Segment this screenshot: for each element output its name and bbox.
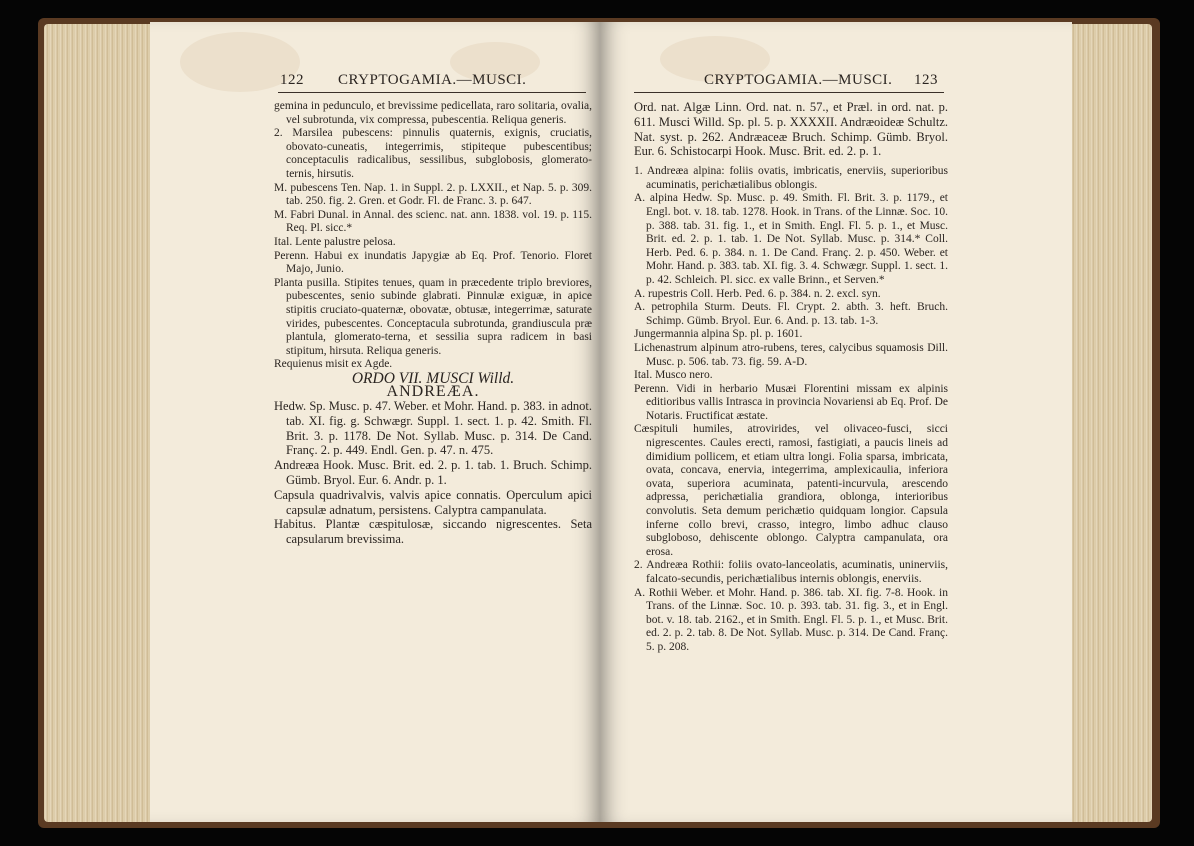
page-edges-right — [1070, 24, 1152, 822]
paragraph: 2. Marsilea pubescens: pinnulis quaternis, exignis, cruciatis, obovato-cuneatis, integerrimis, stipiteque pubescentibus; conceptaculis radicalibus, sessilibus, subglobosis, glomerato-ternis, hirsutis. — [274, 127, 592, 180]
paragraph: Hedw. Sp. Musc. p. 47. Weber. et Mohr. Hand. p. 383. in adnot. tab. XI. fig. g. Schwægr. Suppl. 1. sect. 1. p. 42. Smith. Fl. Brit. 3. p. 1178. De Not. Syllab. Musc. p. 314. De Cand. Franç. 2. p. 449. Endl. Gen. p. 47. n. 475. — [274, 399, 592, 458]
paragraph: A. alpina Hedw. Sp. Musc. p. 49. Smith. Fl. Brit. 3. p. 1179., et Engl. bot. v. 18. tab. 1278. Hook. in Trans. of the Linnæ. Soc. 10. p. 388. tab. 31. fig. 1., et in Smith. Engl. Fl. 5. p. 1., et Musc. Brit. ed. 2. p. 1. tab. 1. De Not. Syllab. Musc. p. 314.* Coll. Herb. Ped. 6. p. 384. n. 1. De Cand. Franç. 2. p. 450. Weber. et Mohr. Hand. p. 383. tab. XI. fig. 3. 4. Schwægr. Suppl. 1. sect. 1. p. 42. Schleich. Pl. sicc. ex valle Brinn., et Serven.* — [634, 192, 948, 286]
page-number-right: 123 — [914, 72, 938, 88]
paragraph: Ord. nat. Algæ Linn. Ord. nat. n. 57., et Præl. in ord. nat. p. 611. Musci Willd. Sp. pl. 5. p. XXXXII. Andræoideæ Schultz. Nat. syst. p. 262. Andræaceæ Bruch. Schimp. Gümb. Bryol. Eur. 6. Schistocarpi Hook. Musc. Brit. ed. 2. p. 1. — [634, 100, 948, 159]
paragraph: Habitus. Plantæ cæspitulosæ, siccando nigrescentes. Seta capsularum brevissima. — [274, 517, 592, 547]
paragraph: Requienus misit ex Agde. — [274, 358, 393, 371]
paragraph: Ital. Musco nero. — [634, 369, 713, 382]
paragraph: gemina in pedunculo, et brevissime pedicellata, raro solitaria, ovalia, vel subrotunda, vix compressa, pubescentia. Reliqua generis. — [274, 100, 592, 126]
left-page — [150, 22, 600, 822]
paragraph: Planta pusilla. Stipites tenues, quam in præcedente triplo breviores, pubescentes, senio subinde glabrati. Pinnulæ exiguæ, in apice stipitis cruciato-quaternæ, obovatæ, obtusæ, integerrimæ, saturate virides, pubescentes. Conceptacula subrotunda, grandiuscula præ plantula, glomerato-terna, et sessilia supra radicem in basi stipitum, hirsuta. Reliqua generis. — [274, 276, 592, 357]
right-text-block — [634, 100, 948, 655]
paragraph: M. pubescens Ten. Nap. 1. in Suppl. 2. p. LXXII., et Nap. 5. p. 309. tab. 250. fig. 2. Gren. et Godr. Fl. de Franc. 3. p. 647. — [274, 181, 592, 208]
header-rule — [634, 92, 944, 93]
paragraph: Jungermannia alpina Sp. pl. p. 1601. — [634, 328, 803, 341]
paragraph: Perenn. Vidi in herbario Musæi Florentini missam ex alpinis editioribus vallis Intrasca in provincia Novariensi ab Eq. Prof. De Notaris. Fructificat æstate. — [634, 382, 948, 422]
ordo-heading: ORDO VII. MUSCI Willd. — [351, 369, 515, 387]
paragraph: Cæspituli humiles, atrovirides, vel olivaceo-fusci, sicci nigrescentes. Caules erecti, ramosi, fastigiati, a paucis lineis ad dimidium pollicem, et etiam ultra longi. Folia sparsa, imbricata, ovata, concava, enervia, integerrima, amplexicaulia, inferiora ovata, superiora acuminata, patenti-incurvula, arescendo adpressa, perichætialia grandiora, oblonga, interioribus convolutis. Seta demum perichætio quidquam longior. Capsula inferne collo brevi, crasso, integro, limbo adhuc clauso subgloboso, dehiscente oblongo. Calyptra campanulata, ora erosa. — [634, 423, 948, 558]
left-text-block — [274, 100, 592, 547]
right-page — [600, 22, 1072, 822]
paragraph: Andreæa Hook. Musc. Brit. ed. 2. p. 1. tab. 1. Bruch. Schimp. Gümb. Bryol. Eur. 6. Andr. p. 1. — [274, 458, 592, 488]
running-head-left: CRYPTOGAMIA.—MUSCI. — [338, 72, 527, 88]
paragraph: Lichenastrum alpinum atro-rubens, teres, calycibus squamosis Dill. Musc. p. 506. tab. 73. fig. 59. A-D. — [634, 341, 948, 368]
paragraph: A. rupestris Coll. Herb. Ped. 6. p. 384. n. 2. excl. syn. — [634, 287, 881, 300]
running-head-right: CRYPTOGAMIA.—MUSCI. — [704, 72, 893, 88]
paragraph: Capsula quadrivalvis, valvis apice connatis. Operculum apici capsulæ adnatum, persistens. Calyptra campanulata. — [274, 487, 592, 517]
page-edges-left — [44, 24, 152, 822]
paragraph: Perenn. Habui ex inundatis Japygiæ ab Eq. Prof. Tenorio. Floret Majo, Junio. — [274, 249, 592, 276]
paragraph: A. petrophila Sturm. Deuts. Fl. Crypt. 2. abth. 3. heft. Bruch. Schimp. Gümb. Bryol. Eur. 6. And. p. 13. tab. 1-3. — [634, 301, 948, 327]
header-rule — [278, 92, 586, 93]
page-number-left: 122 — [280, 72, 304, 88]
paragraph: 1. Andreæa alpina: foliis ovatis, imbricatis, enerviis, superioribus acuminatis, perichætialibus oblongis. — [634, 165, 948, 191]
paragraph: A. Rothii Weber. et Mohr. Hand. p. 386. tab. XI. fig. 7-8. Hook. in Trans. of the Linnæ. Soc. 10. p. 393. tab. 31. fig. 3., et in Engl. bot. v. 18. tab. 2162., et in Smith. Engl. Fl. 5. p. 1., et Musc. Brit. ed. 2. p. 2. tab. 8. De Not. Syllab. Musc. p. 314. De Cand. Franç. 5. p. 208. — [634, 586, 948, 653]
paragraph: 2. Andreæa Rothii: foliis ovato-lanceolatis, acuminatis, uninerviis, falcato-secundis, perichætialibus internis oblongis, enerviis. — [634, 559, 948, 585]
genus-heading: ANDREÆA. — [386, 383, 480, 401]
paragraph: M. Fabri Dunal. in Annal. des scienc. nat. ann. 1838. vol. 19. p. 115. Req. Pl. sicc.* — [274, 208, 592, 235]
paragraph: Ital. Lente palustre pelosa. — [274, 235, 396, 248]
